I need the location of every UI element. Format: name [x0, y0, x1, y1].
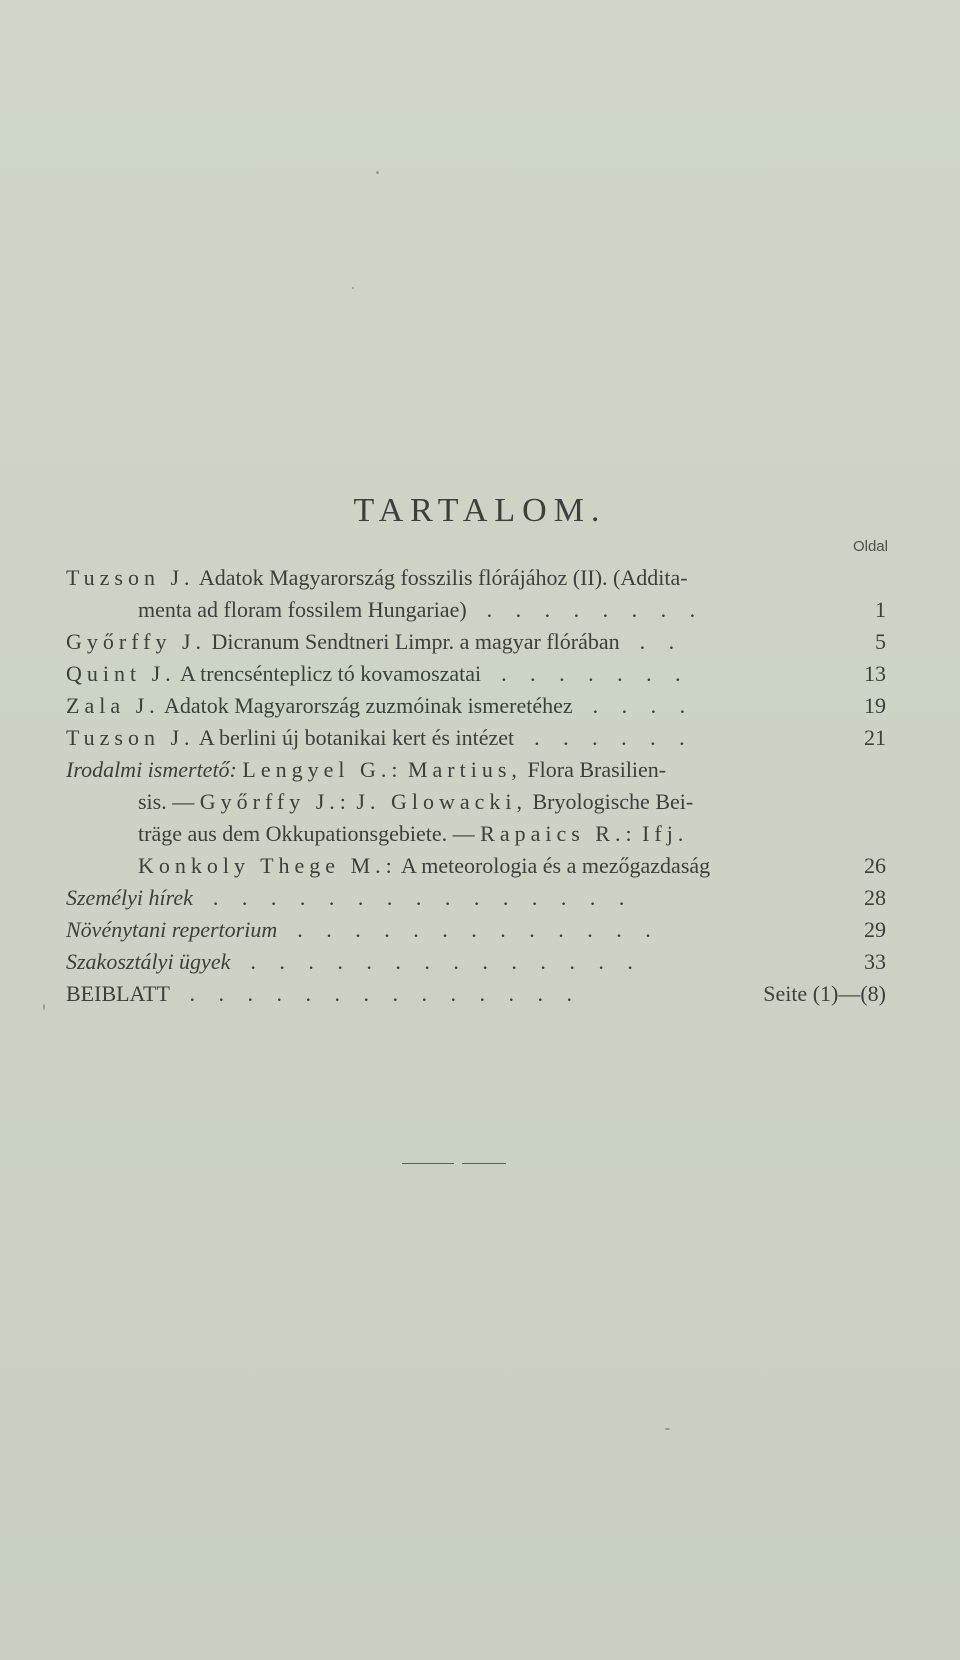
- toc-entry: [66, 818, 886, 850]
- toc-page-number: 29: [864, 917, 886, 942]
- toc-page-number: 33: [864, 949, 886, 974]
- toc-title: A trencsénteplicz tó kovamoszatai: [179, 661, 482, 686]
- leader-dots: . . . . . . . . . . . . . .: [174, 981, 581, 1006]
- toc-entry: [66, 562, 886, 594]
- toc-title: Adatok Magyarország zuzmóinak ismeretéhez: [163, 693, 573, 718]
- page-column-header: Oldal: [852, 538, 888, 555]
- toc-page-number: 21: [864, 725, 886, 750]
- toc-title: Bryologische Bei-: [532, 789, 694, 814]
- leader-dots: . . . .: [578, 693, 695, 718]
- toc-section: Irodalmi ismertető:: [66, 757, 237, 782]
- toc-author: Győrffy J.: [66, 629, 207, 654]
- toc-entry: [66, 690, 886, 722]
- leader-dots: . . . . . . . . . . . . . .: [235, 949, 642, 974]
- table-of-contents: [66, 562, 886, 1010]
- toc-title: Ifj.: [642, 821, 689, 846]
- toc-title: sis. —: [138, 789, 195, 814]
- paper-speck: [665, 1428, 670, 1430]
- toc-title: BEIBLATT: [66, 981, 170, 1006]
- toc-author: Lengyel G.:: [242, 757, 403, 782]
- toc-title: menta ad floram fossilem Hungariae): [138, 597, 467, 622]
- toc-title: Dicranum Sendtneri Limpr. a magyar flórában: [211, 629, 620, 654]
- toc-page-number: 28: [864, 885, 886, 910]
- toc-entry: [66, 978, 886, 1010]
- toc-section: Növénytani repertorium: [66, 917, 278, 942]
- closing-rule: [462, 1163, 506, 1164]
- toc-title: A meteorologia és a mezőgazdaság: [401, 853, 711, 878]
- page-title: TARTALOM.: [353, 492, 607, 529]
- toc-title: Adatok Magyarország fosszilis flórájához (II). (Addita-: [198, 565, 688, 590]
- toc-entry: [66, 626, 886, 658]
- toc-entry: [66, 754, 886, 786]
- toc-section: Személyi hírek: [66, 885, 193, 910]
- toc-entry: [66, 882, 886, 914]
- toc-page-number: 13: [864, 661, 886, 686]
- toc-page-number: 1: [875, 597, 886, 622]
- toc-title: A berlini új botanikai kert és intézet: [198, 725, 515, 750]
- toc-author: Tuzson J.: [66, 725, 195, 750]
- paper-speck: [352, 287, 354, 289]
- toc-author: Győrffy J.:: [199, 789, 351, 814]
- paper-speck: [376, 171, 379, 174]
- toc-section: Szakosztályi ügyek: [66, 949, 231, 974]
- toc-entry: [66, 850, 886, 882]
- toc-entry: [66, 914, 886, 946]
- toc-author: Rapaics R.:: [480, 821, 637, 846]
- toc-entry: [66, 786, 886, 818]
- leader-dots: . . . . . .: [519, 725, 694, 750]
- toc-entry: [66, 594, 886, 626]
- toc-author: Quint J.: [66, 661, 176, 686]
- toc-page-number: 19: [864, 693, 886, 718]
- leader-dots: . . . . . . .: [486, 661, 690, 686]
- leader-dots: . . . . . . . . . . . . .: [282, 917, 660, 942]
- toc-author: Tuzson J.: [66, 565, 195, 590]
- toc-author: Martius,: [407, 757, 522, 782]
- toc-title: träge aus dem Okkupationsgebiete. —: [138, 821, 475, 846]
- closing-rule: [402, 1163, 454, 1164]
- toc-author: Konkoly Thege M.:: [138, 853, 397, 878]
- toc-page-number: 26: [864, 853, 886, 878]
- paper-speck: [43, 1004, 45, 1010]
- leader-dots: . . . . . . . .: [472, 597, 705, 622]
- toc-author: J. Glowacki,: [356, 789, 527, 814]
- leader-dots: . .: [625, 629, 684, 654]
- toc-title: Flora Brasilien-: [527, 757, 667, 782]
- toc-author: Zala J.: [66, 693, 160, 718]
- toc-entry: [66, 946, 886, 978]
- toc-entry: [66, 658, 886, 690]
- toc-page-number: 5: [875, 629, 886, 654]
- leader-dots: . . . . . . . . . . . . . . .: [198, 885, 634, 910]
- toc-entry: [66, 722, 886, 754]
- toc-page-number: Seite (1)—(8): [763, 981, 886, 1006]
